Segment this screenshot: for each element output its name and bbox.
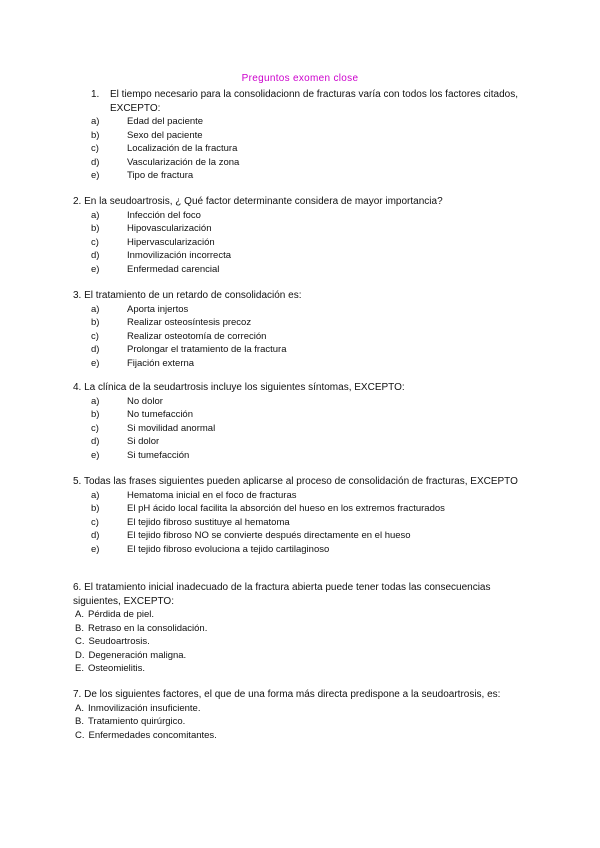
option-letter: a): [91, 489, 100, 501]
option-text: Edad del paciente: [127, 116, 204, 127]
option: [73, 529, 523, 543]
option-letter: a): [91, 303, 100, 315]
option-letter: e): [91, 263, 100, 275]
option-text: Si tumefacción: [127, 449, 190, 461]
option-letter: c): [91, 143, 99, 154]
option: [73, 662, 533, 676]
option-text: El tejido fibroso sustituye al hematoma: [127, 516, 290, 528]
option-letter: c): [91, 516, 99, 528]
option: [73, 316, 533, 330]
option-text: El tejido fibroso evoluciona a tejido cartilaginoso: [127, 543, 330, 555]
option-letter: b): [91, 223, 100, 234]
option-text: El pH ácido local facilita la absorción del hueso en los extremos fracturados: [127, 503, 445, 514]
option-letter: e): [91, 357, 100, 369]
question-text: 6. El tratamiento inicial inadecuado de la fractura abierta puede tener todas las consecuencias siguientes, EXCEPTO:: [73, 582, 491, 607]
option-text: No dolor: [127, 395, 163, 407]
option-letter: d): [91, 156, 100, 168]
question-text: 4. La clínica de la seudartrosis incluye los siguientes síntomas, EXCEPTO:: [73, 382, 405, 393]
option-text: Degeneración maligna.: [88, 649, 187, 661]
option-letter: b): [91, 503, 100, 514]
option: [73, 169, 543, 183]
option-text: Seudoartrosis.: [88, 636, 150, 647]
option-letter: a): [91, 395, 100, 407]
option-text: Tipo de fractura: [127, 170, 194, 181]
option-letter: c): [91, 236, 99, 248]
option: [73, 543, 523, 557]
option-letter: b): [91, 317, 100, 328]
question-4: [73, 381, 533, 462]
option: [73, 729, 533, 743]
option: [73, 395, 533, 409]
option-text: Realizar osteotomía de correción: [127, 330, 267, 342]
option: [73, 115, 543, 129]
option: [73, 129, 543, 143]
option: [73, 516, 523, 530]
option-letter: c): [91, 330, 99, 342]
option-letter: E.: [75, 663, 84, 674]
question-5: [73, 475, 523, 556]
option-letter: e): [91, 543, 100, 555]
option-text: Hematoma inicial en el foco de fracturas: [127, 489, 297, 501]
option: [73, 635, 533, 649]
question-7: [73, 688, 533, 742]
question-text: 3. El tratamiento de un retardo de consolidación es:: [73, 290, 302, 301]
option: [73, 715, 533, 729]
option: [73, 156, 543, 170]
option-text: Realizar osteosíntesis precoz: [127, 317, 252, 328]
option-letter: D.: [75, 649, 85, 661]
option-text: Inmovilización incorrecta: [127, 250, 232, 261]
question-2: [73, 195, 553, 276]
option: [73, 236, 553, 250]
option-letter: B.: [75, 716, 84, 727]
option-text: Enfermedades concomitantes.: [88, 729, 217, 741]
option-letter: d): [91, 344, 100, 355]
question-6: [73, 581, 533, 676]
option-letter: b): [91, 129, 100, 141]
question-number: 1.: [91, 89, 100, 100]
question-text: 7. De los siguientes factores, el que de una forma más directa predispone a la seudoartrosis, es:: [73, 689, 501, 700]
option-letter: A.: [75, 702, 84, 714]
option-text: Sexo del paciente: [127, 129, 203, 141]
option: [73, 649, 533, 663]
option-letter: B.: [75, 622, 84, 634]
option-text: Osteomielitis.: [87, 663, 145, 674]
option-letter: a): [91, 116, 100, 127]
option: [73, 303, 533, 317]
option-text: Fijación externa: [127, 357, 195, 369]
question-3: [73, 289, 533, 370]
question-1: [73, 88, 543, 183]
option-text: Aporta injertos: [127, 303, 189, 315]
option-text: Pérdida de piel.: [87, 609, 155, 620]
option-letter: e): [91, 170, 100, 181]
option-text: Enfermedad carencial: [127, 263, 220, 275]
option: [73, 489, 523, 503]
option: [73, 449, 533, 463]
option: [73, 408, 533, 422]
option-letter: a): [91, 209, 100, 221]
option: [73, 608, 533, 622]
option-text: Retraso en la consolidación.: [87, 622, 208, 634]
option: [73, 357, 533, 371]
option-letter: c): [91, 422, 99, 434]
option-letter: A.: [75, 609, 84, 620]
option-text: Inmovilización insuficiente.: [87, 702, 201, 714]
option-letter: d): [91, 436, 100, 447]
question-text: 2. En la seudoartrosis, ¿ Qué factor determinante considera de mayor importancia?: [73, 196, 443, 207]
option-letter: d): [91, 250, 100, 261]
option-text: Localización de la fractura: [127, 143, 238, 154]
option: [73, 330, 533, 344]
option: [73, 422, 533, 436]
option: [73, 622, 533, 636]
option: [73, 222, 553, 236]
option: [73, 343, 533, 357]
option: [73, 249, 553, 263]
option: [73, 502, 523, 516]
option: [73, 142, 543, 156]
option-text: El tejido fibroso NO se convierte después directamente en el hueso: [127, 530, 411, 541]
option-text: Si movilidad anormal: [127, 422, 216, 434]
option-letter: C.: [75, 729, 85, 741]
option-text: Infección del foco: [127, 209, 201, 221]
question-text: 5. Todas las frases siguientes pueden aplicarse al proceso de consolidación de fracturas, EXCEPTO: [73, 476, 518, 487]
question-text: El tiempo necesario para la consolidacionn de fracturas varía con todos los factores citados, EXCEPTO:: [110, 89, 518, 114]
option-text: Hipervascularización: [127, 236, 215, 248]
option-text: Hipovascularización: [127, 223, 212, 234]
option: [73, 702, 533, 716]
option-letter: e): [91, 449, 100, 461]
option-letter: d): [91, 530, 100, 541]
option-text: No tumefacción: [127, 409, 194, 420]
option-text: Prolongar el tratamiento de la fractura: [127, 344, 287, 355]
option-letter: C.: [75, 636, 85, 647]
option: [73, 435, 533, 449]
option: [73, 209, 553, 223]
page-title: Preguntos exomen close: [241, 73, 359, 84]
option: [73, 263, 553, 277]
option-text: Vascularización de la zona: [127, 156, 240, 168]
option-text: Tratamiento quirúrgico.: [87, 716, 186, 727]
option-text: Si dolor: [127, 436, 160, 447]
option-letter: b): [91, 409, 100, 420]
